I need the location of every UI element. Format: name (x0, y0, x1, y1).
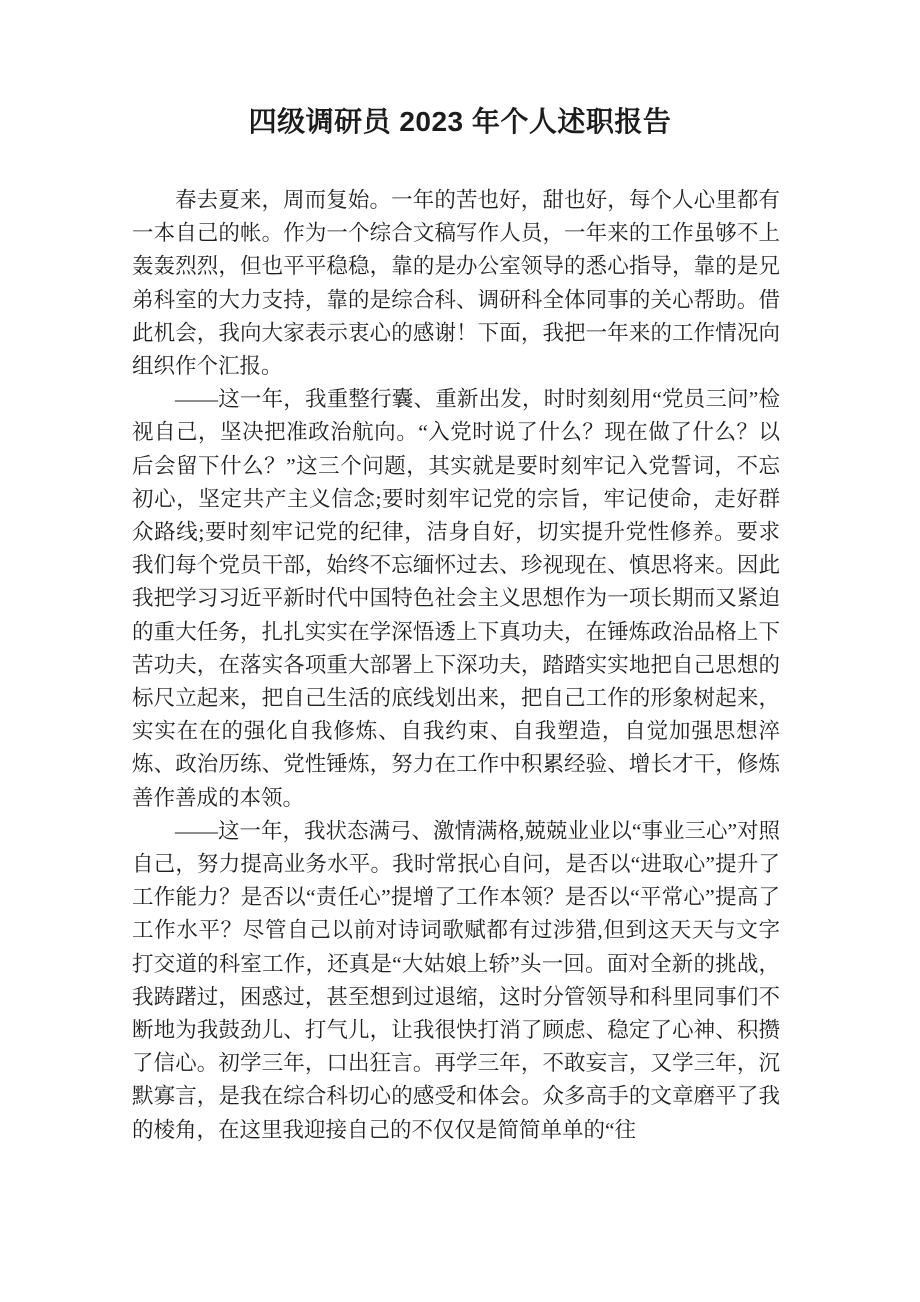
paragraph-party-three-questions: ——这一年，我重整行囊、重新出发，时时刻刻用“党员三问”检视自己，坚决把准政治航向。“入党时说了什么？现在做了什么？以后会留下什么？”这三个问题，其实就是要时刻牢记入党誓词，不忘初心，坚定共产主义信念;要时刻牢记党的宗旨，牢记使命，走好群众路线;要时刻牢记党的纪律，洁身自好，切实提升党性修养。要求我们每个党员干部，始终不忘缅怀过去、珍视现在、慎思将来。因此我把学习习近平新时代中国特色社会主义思想作为一项长期而又紧迫的重大任务，扎扎实实在学深悟透上下真功夫，在锤炼政治品格上下苦功夫，在落实各项重大部署上下深功夫，踏踏实实地把自己思想的标尺立起来，把自己生活的底线划出来，把自己工作的形象树起来，实实在在的强化自我修炼、自我约束、自我塑造，自觉加强思想淬炼、政治历练、党性锤炼，努力在工作中积累经验、增长才干，修炼善作善成的本领。 (132, 387, 780, 810)
paragraph-intro: 春去夏来，周而复始。一年的苦也好，甜也好，每个人心里都有一本自己的帐。作为一个综合文稿写作人员，一年来的工作虽够不上轰轰烈烈，但也平平稳稳，靠的是办公室领导的悉心指导，靠的是兄弟科室的大力支持，靠的是综合科、调研科全体同事的关心帮助。借此机会，我向大家表示衷心的感谢！下面，我把一年来的工作情况向组织作个汇报。 (132, 188, 780, 379)
document-body (132, 184, 780, 1147)
paragraph-career-three-hearts: ——这一年，我状态满弓、激情满格,兢兢业业以“事业三心”对照自己，努力提高业务水平。我时常抿心自问，是否以“进取心”提升了工作能力？是否以“责任心”提增了工作本领？是否以“平常心”提高了工作水平？尽管自己以前对诗词歌赋都有过涉猎,但到这天天与文字打交道的科室工作，还真是“大姑娘上轿”头一回。面对全新的挑战，我踌躇过，困惑过，甚至想到过退缩，这时分管领导和科里同事们不断地为我鼓劲儿、打气儿，让我很快打消了顾虑、稳定了心神、积攒了信心。初学三年，口出狂言。再学三年，不敢妄言，又学三年，沉默寡言，是我在综合科切心的感受和体会。众多高手的文章磨平了我的棱角，在这里我迎接自己的不仅仅是简简单单的“往 (132, 818, 780, 1142)
document-title: 四级调研员 2023 年个人述职报告 (248, 106, 672, 137)
